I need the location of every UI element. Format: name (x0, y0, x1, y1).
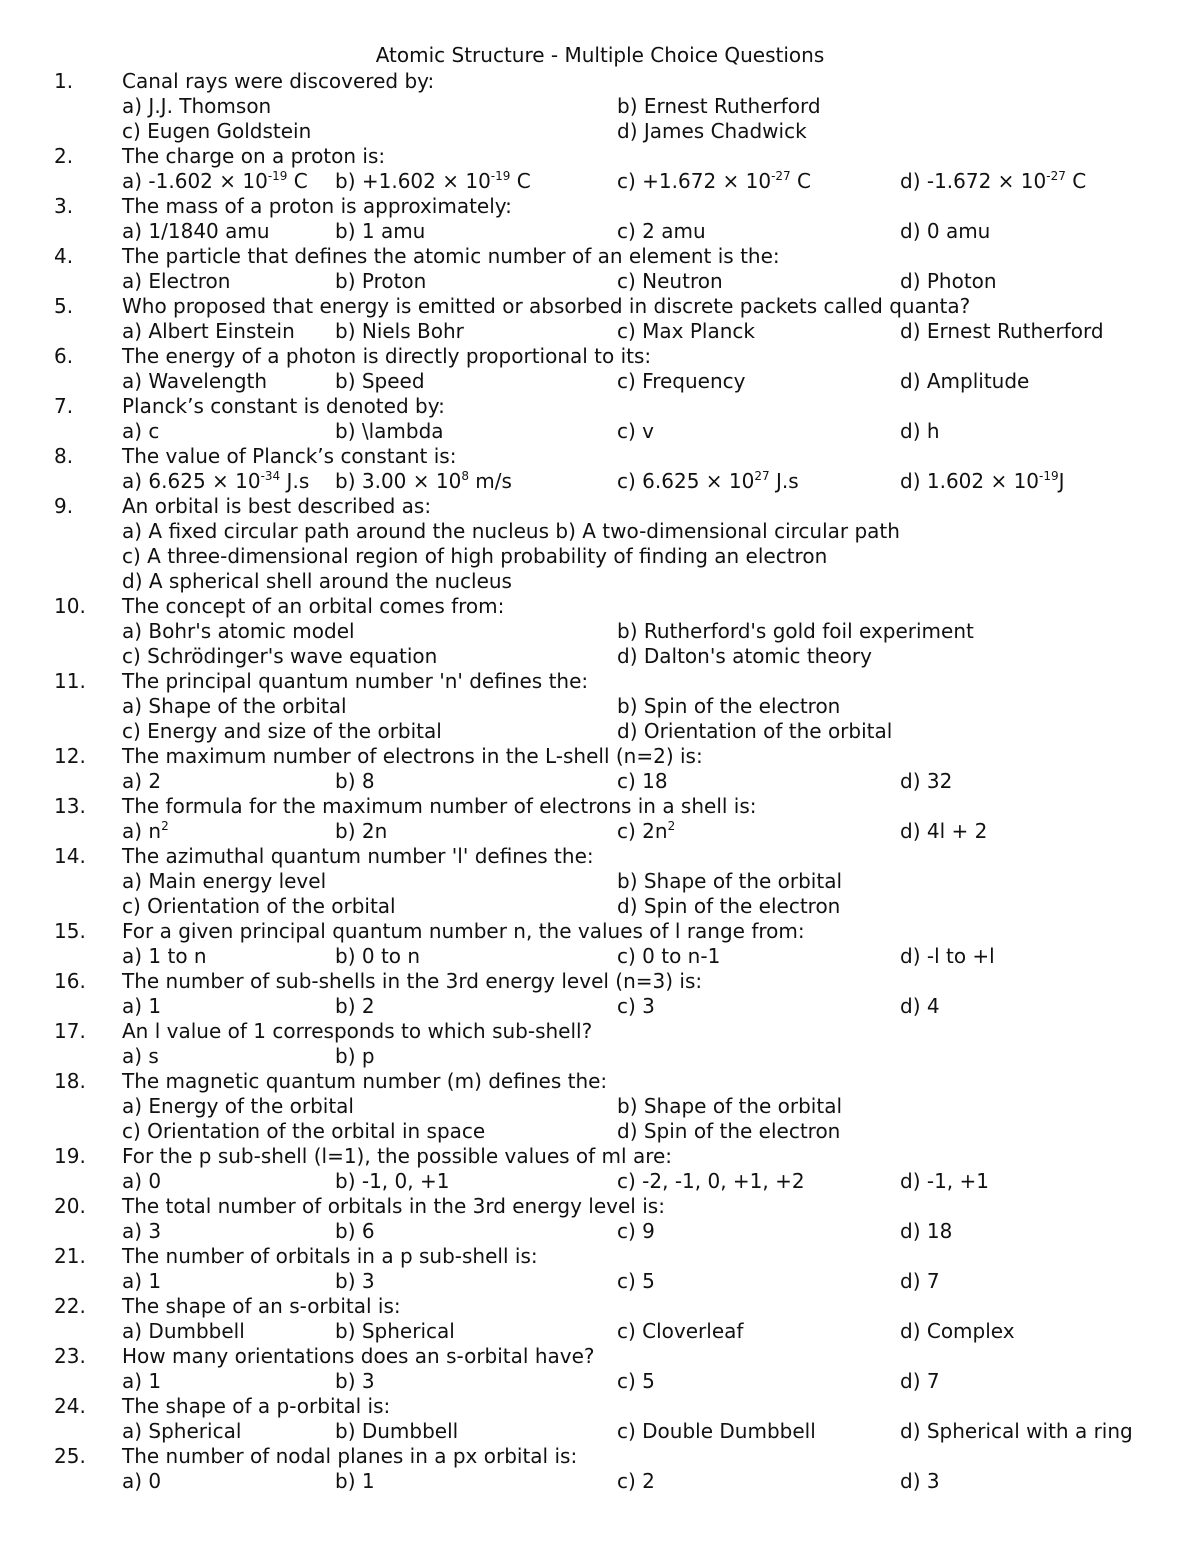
exponent: -27 (1046, 169, 1066, 183)
answer-option: b) 3 (335, 1269, 375, 1293)
answer-option: d) Ernest Rutherford (900, 319, 1104, 343)
question-number: 8. (54, 444, 74, 468)
question-line (0, 294, 1200, 319)
answer-option: c) 5 (617, 1269, 655, 1293)
question-number: 17. (54, 1019, 86, 1043)
answer-option: c) Schrödinger's wave equation (122, 644, 438, 668)
options-line (0, 169, 1200, 194)
question-text: How many orientations does an s-orbital have? (122, 1344, 595, 1368)
answer-option: a) 1 (122, 1269, 162, 1293)
options-line (0, 1094, 1200, 1119)
question-number: 10. (54, 594, 86, 618)
options-line (0, 519, 1200, 544)
answer-option: a) $-1.602 \times 10^{-19}$ C (122, 169, 308, 193)
answer-option: b) 1 (335, 1469, 375, 1493)
answer-option: c) $6.625 \times 10^{27}$ J.s (617, 469, 799, 493)
question-number: 23. (54, 1344, 86, 1368)
answer-option: a) 3 (122, 1219, 162, 1243)
answer-option: a) Spherical (122, 1419, 242, 1443)
answer-option: c) Eugen Goldstein (122, 119, 312, 143)
question-text: The total number of orbitals in the 3rd energy level is: (122, 1194, 665, 1218)
question-text: For the p sub-shell (l=1), the possible values of ml are: (122, 1144, 673, 1168)
question-item (0, 919, 1200, 969)
answer-option: c) 5 (617, 1369, 655, 1393)
answer-option: b) $3.00 \times 10^8$ m/s (335, 469, 512, 493)
options-line (0, 119, 1200, 144)
question-line (0, 1394, 1200, 1419)
answer-option: d) $-1.672 \times 10^{-27}$ C (900, 169, 1087, 193)
answer-option: d) 0 amu (900, 219, 991, 243)
answer-option: b) 2n (335, 819, 388, 843)
question-number: 12. (54, 744, 86, 768)
answer-option: d) Dalton's atomic theory (617, 644, 872, 668)
question-line (0, 1194, 1200, 1219)
answer-option: d) A spherical shell around the nucleus (122, 569, 512, 593)
question-number: 6. (54, 344, 74, 368)
answer-option: a) 1/1840 amu (122, 219, 270, 243)
question-text: The magnetic quantum number (m) defines the: (122, 1069, 608, 1093)
question-line (0, 344, 1200, 369)
answer-option: b) Ernest Rutherford (617, 94, 821, 118)
answer-option: a) Main energy level (122, 869, 327, 893)
answer-option: c) 2 (617, 1469, 655, 1493)
question-line (0, 969, 1200, 994)
question-item (0, 1019, 1200, 1069)
question-text: The energy of a photon is directly proportional to its: (122, 344, 652, 368)
question-list (0, 69, 1200, 1494)
exponent: -19 (267, 169, 288, 183)
answer-option: b) Dumbbell (335, 1419, 459, 1443)
answer-option: a) s (122, 1044, 159, 1068)
answer-option: b) Speed (335, 369, 425, 393)
question-line (0, 69, 1200, 94)
answer-option: b) p (335, 1044, 375, 1068)
answer-option: d) h (900, 419, 940, 443)
answer-option: c) -2, -1, 0, +1, +2 (617, 1169, 805, 1193)
exponent: 2 (667, 819, 676, 833)
question-line (0, 844, 1200, 869)
exponent: -19 (490, 169, 511, 183)
question-text: The number of orbitals in a p sub-shell is: (122, 1244, 538, 1268)
question-item (0, 1144, 1200, 1194)
question-item (0, 1069, 1200, 1144)
question-item (0, 1344, 1200, 1394)
answer-option: c) Max Planck (617, 319, 755, 343)
question-text: Who proposed that energy is emitted or absorbed in discrete packets called quanta? (122, 294, 971, 318)
question-line (0, 1344, 1200, 1369)
options-line (0, 469, 1200, 494)
answer-option: $c) +1.672 \times 10^{-27}$ C (617, 169, 812, 193)
question-line (0, 1294, 1200, 1319)
answer-option: d) 3 (900, 1469, 940, 1493)
question-line (0, 594, 1200, 619)
question-number: 18. (54, 1069, 86, 1093)
answer-option: c) A three-dimensional region of high probability of finding an electron (122, 544, 828, 568)
document-title: Atomic Structure - Multiple Choice Questions (375, 43, 825, 67)
exponent: -19 (1039, 469, 1059, 483)
options-line (0, 1469, 1200, 1494)
question-item (0, 294, 1200, 344)
answer-option: d) James Chadwick (617, 119, 807, 143)
question-number: 4. (54, 244, 74, 268)
answer-option: d) 4 (900, 994, 940, 1018)
question-text: The azimuthal quantum number 'l' defines the: (122, 844, 594, 868)
options-line (0, 1319, 1200, 1344)
options-line (0, 719, 1200, 744)
question-number: 16. (54, 969, 86, 993)
answer-option: a) 2 (122, 769, 162, 793)
question-number: 24. (54, 1394, 86, 1418)
options-line (0, 769, 1200, 794)
answer-option: a) Energy of the orbital (122, 1094, 354, 1118)
options-line (0, 869, 1200, 894)
question-item (0, 669, 1200, 744)
answer-option: a) 1 (122, 1369, 162, 1393)
answer-option: a) 1 to n (122, 944, 207, 968)
answer-option: b) Rutherford's gold foil experiment (617, 619, 974, 643)
question-item (0, 594, 1200, 669)
options-line (0, 1119, 1200, 1144)
answer-option: d) $1.602 \times 10^{-19}J$ (900, 469, 1065, 493)
options-line (0, 1044, 1200, 1069)
options-line (0, 544, 1200, 569)
answer-option: b) 8 (335, 769, 375, 793)
question-number: 5. (54, 294, 74, 318)
question-item (0, 844, 1200, 919)
answer-option: a) 0 (122, 1169, 162, 1193)
answer-option: a) A fixed circular path around the nucleus b) A two-dimensional circular path (122, 519, 900, 543)
answer-option: d) Spherical with a ring (900, 1419, 1133, 1443)
question-item (0, 194, 1200, 244)
answer-option: a) Bohr's atomic model (122, 619, 355, 643)
answer-option: a) $n^2$ (122, 819, 169, 843)
answer-option: d) Complex (900, 1319, 1015, 1343)
options-line (0, 644, 1200, 669)
question-number: 11. (54, 669, 86, 693)
question-item (0, 1444, 1200, 1494)
question-number: 15. (54, 919, 86, 943)
question-text: The maximum number of electrons in the L-shell (n=2) is: (122, 744, 703, 768)
question-item (0, 494, 1200, 594)
options-line (0, 1219, 1200, 1244)
answer-option: c) Orientation of the orbital (122, 894, 396, 918)
question-number: 20. (54, 1194, 86, 1218)
answer-option: b) Shape of the orbital (617, 869, 843, 893)
question-number: 25. (54, 1444, 86, 1468)
question-line (0, 244, 1200, 269)
question-item (0, 1294, 1200, 1344)
question-item (0, 69, 1200, 144)
answer-option: d) 32 (900, 769, 953, 793)
options-line (0, 269, 1200, 294)
answer-option: c) Double Dumbbell (617, 1419, 816, 1443)
answer-option: b) 6 (335, 1219, 375, 1243)
question-line (0, 669, 1200, 694)
answer-option: $b) +1.602 \times 10^{-19}$ C (335, 169, 531, 193)
answer-option: b) Spherical (335, 1319, 455, 1343)
question-item (0, 794, 1200, 844)
answer-option: a) Albert Einstein (122, 319, 295, 343)
question-text: The number of sub-shells in the 3rd energy level (n=3) is: (122, 969, 703, 993)
question-line (0, 919, 1200, 944)
question-item (0, 144, 1200, 194)
question-line (0, 144, 1200, 169)
exponent: -34 (260, 469, 281, 483)
answer-option: b) 1 amu (335, 219, 426, 243)
exponent: 2 (161, 819, 169, 833)
options-line (0, 994, 1200, 1019)
question-item (0, 1194, 1200, 1244)
question-text: The principal quantum number 'n' defines the: (122, 669, 589, 693)
question-text: The shape of a p-orbital is: (122, 1394, 391, 1418)
options-line (0, 894, 1200, 919)
answer-option: b) Spin of the electron (617, 694, 841, 718)
question-text: An l value of 1 corresponds to which sub-shell? (122, 1019, 593, 1043)
options-line (0, 94, 1200, 119)
question-item (0, 244, 1200, 294)
answer-option: c) Frequency (617, 369, 746, 393)
answer-option: d) Spin of the electron (617, 894, 841, 918)
question-item (0, 444, 1200, 494)
answer-option: c) 18 (617, 769, 668, 793)
question-item (0, 394, 1200, 444)
exponent: -27 (771, 169, 791, 183)
answer-option: c) Cloverleaf (617, 1319, 744, 1343)
answer-option: a) Wavelength (122, 369, 268, 393)
answer-option: c) Orientation of the orbital in space (122, 1119, 486, 1143)
exponent: 27 (754, 469, 770, 483)
answer-option: d) Orientation of the orbital (617, 719, 893, 743)
question-text: The shape of an s-orbital is: (122, 1294, 401, 1318)
answer-option: b) 0 to n (335, 944, 421, 968)
options-line (0, 419, 1200, 444)
question-number: 22. (54, 1294, 86, 1318)
question-line (0, 194, 1200, 219)
answer-option: a) c (122, 419, 160, 443)
answer-option: b) 3 (335, 1369, 375, 1393)
options-line (0, 219, 1200, 244)
answer-option: b) \lambda (335, 419, 444, 443)
answer-option: b) 2 (335, 994, 375, 1018)
answer-option: c) $2n^2$ (617, 819, 676, 843)
options-line (0, 369, 1200, 394)
question-text: The charge on a proton is: (122, 144, 386, 168)
question-item (0, 1244, 1200, 1294)
question-text: The formula for the maximum number of electrons in a shell is: (122, 794, 757, 818)
answer-option: a) 1 (122, 994, 162, 1018)
question-line (0, 1144, 1200, 1169)
question-number: 2. (54, 144, 74, 168)
exponent: 8 (461, 469, 469, 483)
question-item (0, 744, 1200, 794)
question-text: An orbital is best described as: (122, 494, 432, 518)
question-text: The value of Planck’s constant is: (122, 444, 457, 468)
question-line (0, 394, 1200, 419)
question-item (0, 344, 1200, 394)
answer-option: a) $6.625 \times 10^{-34}$ J.s (122, 469, 310, 493)
question-line (0, 1019, 1200, 1044)
question-text: The particle that defines the atomic number of an element is the: (122, 244, 780, 268)
question-text: The number of nodal planes in a px orbital is: (122, 1444, 578, 1468)
question-text: For a given principal quantum number n, the values of l range from: (122, 919, 805, 943)
answer-option: a) Dumbbell (122, 1319, 245, 1343)
question-number: 14. (54, 844, 86, 868)
answer-option: d) -1, +1 (900, 1169, 989, 1193)
question-item (0, 1394, 1200, 1444)
question-line (0, 1244, 1200, 1269)
answer-option: a) 0 (122, 1469, 162, 1493)
question-number: 21. (54, 1244, 86, 1268)
question-number: 3. (54, 194, 74, 218)
options-line (0, 819, 1200, 844)
options-line (0, 694, 1200, 719)
answer-option: c) v (617, 419, 654, 443)
answer-option: c) Neutron (617, 269, 723, 293)
options-line (0, 1419, 1200, 1444)
question-number: 9. (54, 494, 74, 518)
answer-option: d) Amplitude (900, 369, 1030, 393)
options-line (0, 1269, 1200, 1294)
answer-option: b) Niels Bohr (335, 319, 464, 343)
options-line (0, 619, 1200, 644)
question-item (0, 969, 1200, 1019)
answer-option: a) Electron (122, 269, 231, 293)
question-line (0, 1444, 1200, 1469)
answer-option: b) Proton (335, 269, 427, 293)
answer-option: c) 2 amu (617, 219, 706, 243)
answer-option: c) 3 (617, 994, 655, 1018)
answer-option: d) Spin of the electron (617, 1119, 841, 1143)
options-line (0, 1369, 1200, 1394)
answer-option: c) 9 (617, 1219, 655, 1243)
answer-option: c) 0 to n-1 (617, 944, 721, 968)
question-text: The concept of an orbital comes from: (122, 594, 505, 618)
answer-option: c) Energy and size of the orbital (122, 719, 442, 743)
question-line (0, 744, 1200, 769)
answer-option: d) Photon (900, 269, 997, 293)
question-line (0, 494, 1200, 519)
question-line (0, 444, 1200, 469)
answer-option: d) -l to +l (900, 944, 995, 968)
question-line (0, 1069, 1200, 1094)
question-text: Canal rays were discovered by: (122, 69, 435, 93)
answer-option: d) 7 (900, 1269, 940, 1293)
answer-option: d) 7 (900, 1369, 940, 1393)
answer-option: d) 4l + 2 (900, 819, 988, 843)
options-line (0, 319, 1200, 344)
question-number: 13. (54, 794, 86, 818)
answer-option: a) J.J. Thomson (122, 94, 272, 118)
options-line (0, 569, 1200, 594)
answer-option: b) -1, 0, +1 (335, 1169, 450, 1193)
options-line (0, 1169, 1200, 1194)
question-line (0, 794, 1200, 819)
question-text: The mass of a proton is approximately: (122, 194, 512, 218)
question-number: 19. (54, 1144, 86, 1168)
answer-option: b) Shape of the orbital (617, 1094, 843, 1118)
question-number: 7. (54, 394, 74, 418)
options-line (0, 944, 1200, 969)
answer-option: d) 18 (900, 1219, 953, 1243)
question-text: Planck’s constant is denoted by: (122, 394, 445, 418)
answer-option: a) Shape of the orbital (122, 694, 347, 718)
question-number: 1. (54, 69, 74, 93)
